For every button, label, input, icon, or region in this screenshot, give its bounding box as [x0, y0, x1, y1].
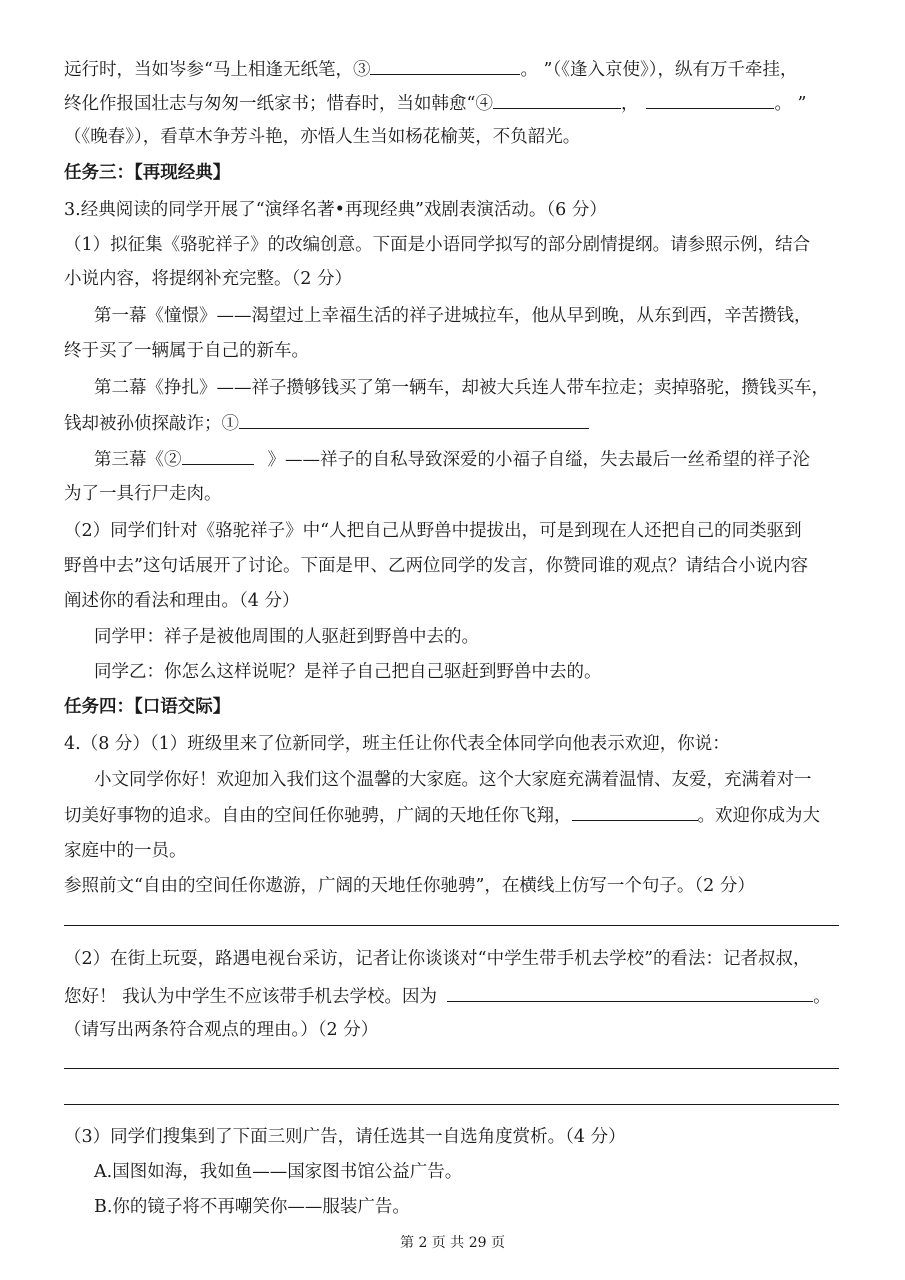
blank-3[interactable]: [370, 56, 520, 75]
text: 远行时，当如岑参“马上相逢无纸笔，③: [64, 60, 371, 80]
text: ，: [620, 94, 639, 114]
text: 》——祥子的自私导致深爱的小福子自缢，失去最后一丝希望的祥子沦: [267, 450, 810, 470]
act2-line1: 第二幕《挣扎》——祥子攒够钱买了第一辆车，却被大兵连人带车拉走；卖掉骆驼，攒钱买车，: [94, 378, 829, 398]
q3-sub2-line3: 阐述你的看法和理由。（4 分）: [64, 591, 300, 611]
act1-line1: 第一幕《憧憬》——渴望过上幸福生活的祥子进城拉车，他从早到晚，从东到西，辛苦攒钱，: [94, 306, 812, 326]
text: 。: [813, 987, 831, 1007]
poem-line-1: [64, 56, 845, 83]
poem-line-2: [64, 90, 845, 117]
text: 。欢迎你成为大: [697, 806, 820, 826]
student-jia: 同学甲：祥子是被他周围的人驱赶到野兽中去的。: [94, 627, 479, 647]
question-4: 4.（8 分）（1）班级里来了位新同学，班主任让你代表全体同学向他表示欢迎，你说：: [64, 734, 730, 754]
q3-sub1-line2: 小说内容，将提纲补充完整。（2 分）: [64, 269, 352, 289]
answer-line-1[interactable]: [64, 925, 839, 926]
q4-sub2-line1: （2）在街上玩耍，路遇电视台采访，记者让你谈谈对“中学生带手机去学校”的看法：记者叔叔，: [64, 949, 811, 969]
text: 。 ”（《逢入京使》），纵有万千牵挂，: [520, 60, 798, 80]
imitation-blank[interactable]: [572, 802, 698, 821]
q4-sub1-instruction: 参照前文“自由的空间任你遨游，广阔的天地任你驰骋”，在横线上仿写一个句子。（2 分）: [64, 876, 755, 896]
blank-2[interactable]: [182, 446, 254, 465]
text: 。 ”: [774, 94, 807, 114]
blank-1[interactable]: [239, 410, 589, 429]
task4-title: 任务四：【口语交际】: [64, 697, 231, 717]
q4-sub3: （3）同学们搜集到了下面三则广告，请任选其一自选角度赏析。（4 分）: [64, 1127, 626, 1147]
text: 您好！ 我认为中学生不应该带手机去学校。因为: [64, 987, 438, 1007]
text: 切美好事物的追求。自由的空间任你驰骋，广阔的天地任你飞翔，: [64, 806, 572, 826]
poem-line-3: （《晚春》），看草木争芳斗艳，亦悟人生当如杨花榆荚，不负韶光。: [64, 127, 581, 147]
blank-4a[interactable]: [493, 90, 621, 109]
question-3: 3.经典阅读的同学开展了“演绎名著•再现经典”戏剧表演活动。（6 分）: [64, 200, 607, 220]
answer-line-3[interactable]: [64, 1104, 839, 1105]
text: 钱却被孙侦探敲诈；①: [64, 414, 239, 434]
q4-sub2-line3: （请写出两条符合观点的理由。）（2 分）: [64, 1020, 379, 1040]
act3-line2: 为了一具行尸走肉。: [64, 484, 222, 504]
blank-4b[interactable]: [646, 90, 774, 109]
page-footer: 第 2 页 共 29 页: [400, 1235, 505, 1251]
welcome-line2: [64, 802, 845, 829]
act2-line2: [64, 410, 845, 437]
q4-sub2-line2: [64, 983, 845, 1010]
q3-sub1-line1: （1）拟征集《骆驼祥子》的改编创意。下面是小语同学拟写的部分剧情提纲。请参照示例，结合: [64, 235, 811, 255]
task3-title: 任务三：【再现经典】: [64, 163, 231, 183]
q3-sub2-line1: （2）同学们针对《骆驼祥子》中“人把自己从野兽中提拔出，可是到现在人还把自己的同类驱到: [64, 521, 802, 541]
answer-line-2[interactable]: [64, 1068, 839, 1069]
text: 第三幕《②: [94, 450, 182, 470]
welcome-line3: 家庭中的一员。: [64, 841, 187, 861]
act1-line2: 终于买了一辆属于自己的新车。: [64, 341, 309, 361]
act3-line1: [94, 446, 845, 473]
welcome-line1: 小文同学你好！欢迎加入我们这个温馨的大家庭。这个大家庭充满着温情、友爱，充满着对一: [94, 770, 812, 790]
text: 终化作报国壮志与匆匆一纸家书；惜春时，当如韩愈“④: [64, 94, 493, 114]
student-yi: 同学乙：你怎么这样说呢？是祥子自己把自己驱赶到野兽中去的。: [94, 662, 602, 682]
q3-sub2-line2: 野兽中去”这句话展开了讨论。下面是甲、乙两位同学的发言，你赞同谁的观点？请结合小说内容: [64, 556, 808, 576]
ad-b: B.你的镜子将不再嘲笑你——服装广告。: [94, 1197, 410, 1217]
ad-a: A.国图如海，我如鱼——国家图书馆公益广告。: [94, 1162, 463, 1182]
reason-blank[interactable]: [447, 983, 813, 1002]
